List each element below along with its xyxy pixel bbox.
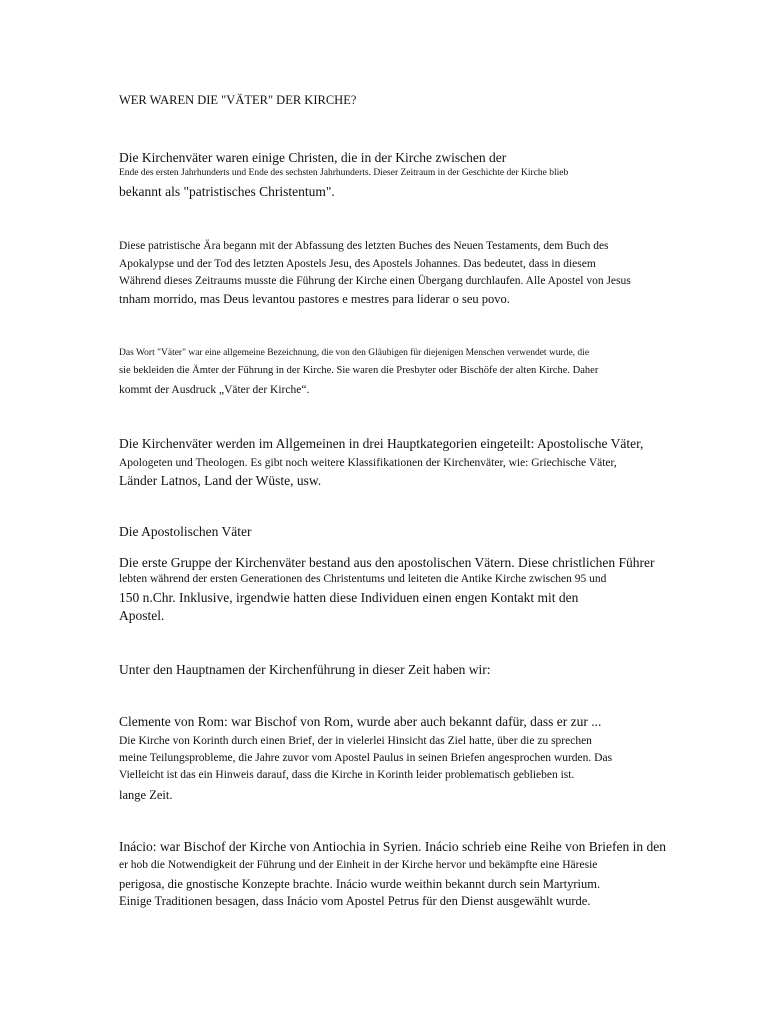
text-line: Diese patristische Ära begann mit der Abfassung des letzten Buches des Neuen Testaments, dem Buch des <box>119 240 609 252</box>
text-line: Länder Latnos, Land der Wüste, usw. <box>119 473 322 488</box>
text-line: tnham morrido, mas Deus levantou pastores e mestres para liderar o seu povo. <box>119 292 510 306</box>
text-line: Unter den Hauptnamen der Kirchenführung in dieser Zeit haben wir: <box>119 662 491 677</box>
text-line: sie bekleiden die Ämter der Führung in der Kirche. Sie waren die Presbyter oder Bischöfe der alten Kirche. Daher <box>119 365 599 376</box>
text-line: Apologeten und Theologen. Es gibt noch weitere Klassifikationen der Kirchenväter, wie: Griechische Väter, <box>119 457 617 469</box>
text-line: 150 n.Chr. Inklusive, irgendwie hatten diese Individuen einen engen Kontakt mit den <box>119 590 579 605</box>
text-line: Ende des ersten Jahrhunderts und Ende des sechsten Jahrhunderts. Dieser Zeitraum in der Geschichte der Kirche blieb <box>119 168 569 178</box>
text-line: lange Zeit. <box>119 788 173 802</box>
text-line: Die Kirche von Korinth durch einen Brief, der in vielerlei Hinsicht das Ziel hatte, über die zu sprechen <box>119 735 592 747</box>
text-line: Apostel. <box>119 608 165 623</box>
text-line: meine Teilungsprobleme, die Jahre zuvor vom Apostel Paulus in seinen Briefen angesprochen wurden. Das <box>119 752 613 764</box>
text-line: Während dieses Zeitraums musste die Führung der Kirche einen Übergang durchlaufen. Alle Apostel von Jesus <box>119 275 631 287</box>
text-line: perigosa, die gnostische Konzepte brachte. Inácio wurde weithin bekannt durch sein Martyrium. <box>119 877 601 891</box>
section-heading: Die Apostolischen Väter <box>119 524 252 539</box>
text-line: Vielleicht ist das ein Hinweis darauf, dass die Kirche in Korinth leider problematisch geblieben ist. <box>119 769 575 781</box>
text-line: lebten während der ersten Generationen des Christentums und leiteten die Antike Kirche zwischen 95 und <box>119 573 607 585</box>
text-line: bekannt als "patristisches Christentum". <box>119 184 335 199</box>
text-line: Die erste Gruppe der Kirchenväter bestand aus den apostolischen Vätern. Diese christlichen Führer <box>119 555 655 570</box>
text-line: Einige Traditionen besagen, dass Inácio vom Apostel Petrus für den Dienst ausgewählt wurde. <box>119 894 591 908</box>
text-line: Das Wort "Väter" war eine allgemeine Bezeichnung, die von den Gläubigen für diejenigen Menschen verwendet wurde, die <box>119 348 590 358</box>
text-line: kommt der Ausdruck „Väter der Kirche“. <box>119 384 310 396</box>
page-title: WER WAREN DIE "VÄTER" DER KIRCHE? <box>119 93 357 107</box>
text-line: Die Kirchenväter waren einige Christen, die in der Kirche zwischen der <box>119 150 507 165</box>
text-line: Inácio: war Bischof der Kirche von Antiochia in Syrien. Inácio schrieb eine Reihe von Briefen in den <box>119 839 666 854</box>
text-line: Clemente von Rom: war Bischof von Rom, wurde aber auch bekannt dafür, dass er zur ... <box>119 714 602 729</box>
text-line: er hob die Notwendigkeit der Führung und der Einheit in der Kirche hervor und bekämpfte eine Häresie <box>119 859 598 871</box>
text-line: Apokalypse und der Tod des letzten Apostels Jesu, des Apostels Johannes. Das bedeutet, dass in diesem <box>119 258 596 270</box>
text-line: Die Kirchenväter werden im Allgemeinen in drei Hauptkategorien eingeteilt: Apostolische Väter, <box>119 436 644 451</box>
